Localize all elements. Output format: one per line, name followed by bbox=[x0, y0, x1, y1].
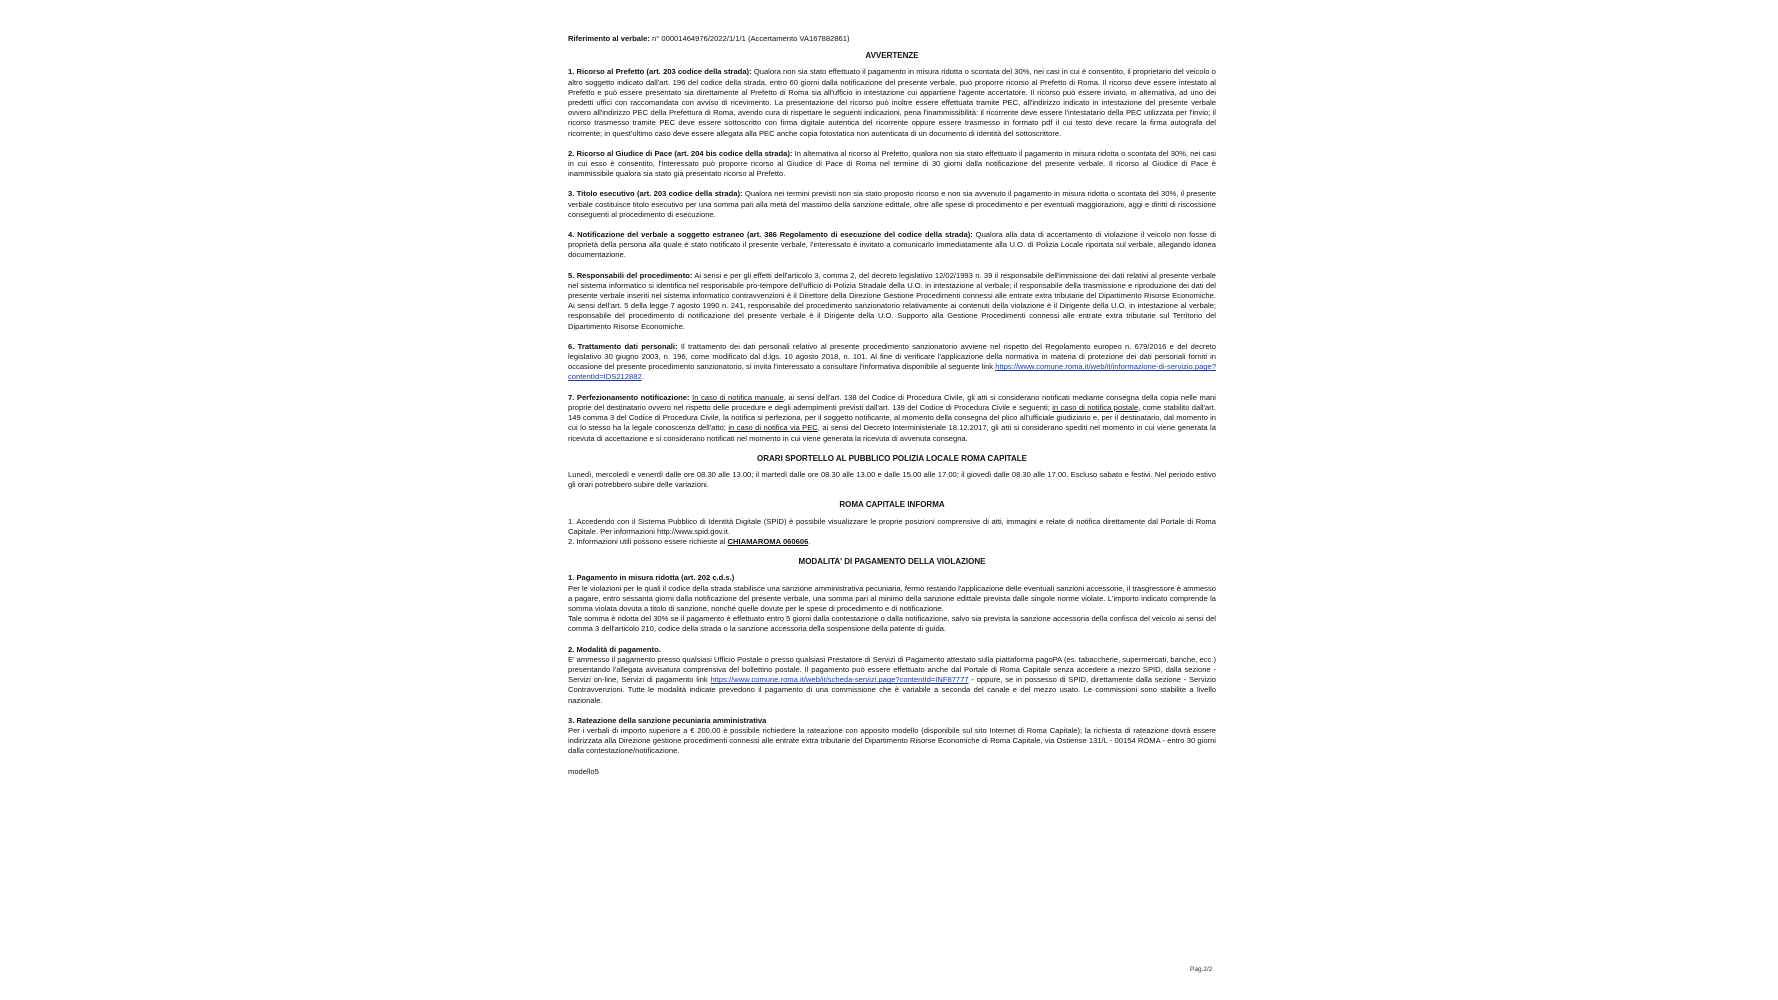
document-page bbox=[568, 34, 1216, 777]
orari-text: Lunedì, mercoledì e venerdì dalle ore 08.30 alle 13.00; il martedì dalle ore 08.30 alle 13.00 e dalle 15.00 alle 17.00; il giovedì dalle 08.30 alle 17.00. Escluso sabato e festivi. Nel periodo estivo gli orari potrebbero subire delle variazioni. bbox=[568, 469, 1216, 490]
notifica-pec-text: in caso di notifica via PEC bbox=[728, 423, 818, 433]
reference-value: n° 00001464976/2022/1/1/1 (Accertamento VA167882861) bbox=[652, 34, 850, 43]
informa-heading: ROMA CAPITALE INFORMA bbox=[839, 500, 945, 510]
avvertenza-6 bbox=[568, 342, 1216, 383]
pagamento-section-1 bbox=[568, 573, 1216, 634]
avvertenza-5-title: 5. Responsabili del procedimento: bbox=[568, 270, 693, 280]
avvertenza-7-title: 7. Perfezionamento notificazione: bbox=[568, 392, 690, 402]
avvertenza-1-text: Qualora non sia stato effettuato il pagamento in misura ridotta o scontata del 30%, nei casi in cui è consentito, il proprietario del veicolo o altro soggetto indicato dall'art. 196 del codice della strada, entro 60 giorni dalla notificazione del presente verbale, può proporre ricorso al Prefetto di Roma. Il ricorso deve essere intestato al Prefetto e può essere presentato sia direttamente al Prefetto di Roma sia all'ufficio in intestazione cui appartiene l'agente accertatore. Il ricorso può essere inviato, in alternativa, ad uno dei predetti uffici con raccomandata con avviso di ricevimento. La presentazione del ricorso può inoltre essere effettuata tramite PEC, all'indirizzo indicato in intestazione del presente verbale ovvero all'indirizzo PEC della Prefettura di Roma, avendo cura di rispettare le seguenti indicazioni, pena l'inammissibilità: il ricorrente deve essere l'intestatario della PEC utilizzata per l'invio; il ricorso trasmesso tramite PEC deve essere sottoscritto con firma digitale autentica del ricorrente oppure essere trasmesso in formato pdf il cui testo deve recare la firma autografa del ricorrente; in quest'ultimo caso deve essere allegata alla PEC anche copia fotostatica non autenticata di un documento di identità del sottoscrittore. bbox=[568, 67, 1216, 138]
avvertenza-3-title: 3. Titolo esecutivo (art. 203 codice della strada): bbox=[568, 189, 743, 199]
pagamento-2-text-1: E' ammesso il pagamento presso qualsiasi Ufficio Postale o presso qualsiasi Prestatore di Servizi di Pagamento attestato sulla piattaforma pagoPA (es. tabaccherie, supermercati, banche, ecc.) presentando l'allegata avvisatura comprensiva del bollettino postale. Il pagamento può essere effettuato anche dal Portale di Roma Capitale senza accedere a mezzo SPID, dalla sezione - Servizi on-line, Servizi di pagamento link bbox=[568, 654, 1216, 685]
reference-label: Riferimento al verbale: bbox=[568, 34, 650, 43]
avvertenza-2-text: In alternativa al ricorso al Prefetto, qualora non sia stato effettuato il pagamento in misura ridotta o scontata del 30%, nei casi in cui esso è consentito, l'interessato può proporre ricorso al Giudice di Pace di Roma nel termine di 30 giorni dalla notificazione del presente verbale. Il ricorso al Giudice di Pace è inammissibile qualora sia stato già presentato ricorso al Prefetto. bbox=[568, 148, 1216, 179]
avvertenza-4 bbox=[568, 230, 1216, 261]
avvertenza-2 bbox=[568, 149, 1216, 180]
avvertenza-6-text: Il trattamento dei dati personali relativo al presente procedimento sanzionatorio avviene nel rispetto del Regolamento europeo n. 679/2016 e del decreto legislativo 30 giugno 2003, n. 196, come modificato dal d.lgs. 10 agosto 2018, n. 101. Al fine di verificare l'applicazione della normativa in materia di protezione dei dati personali forniti in occasione del presente procedimento sanzionatorio, si invita l'interessato a consultare l'informativa disponibile al seguente link bbox=[568, 341, 1216, 372]
notifica-postale-text: in caso di notifica postale bbox=[1052, 402, 1139, 412]
pagamento-heading: MODALITA' DI PAGAMENTO DELLA VIOLAZIONE bbox=[798, 557, 986, 567]
informa-block bbox=[568, 517, 1216, 548]
avvertenza-1 bbox=[568, 67, 1216, 138]
pagamento-1-text-1: Per le violazioni per le quali il codice della strada stabilisce una sanzione amministrativa pecuniaria, fermo restando l'applicazione delle eventuali sanzioni accessorie, il trasgressore è ammesso a pagare, entro sessanta giorni dalla notificazione del presente verbale, una somma pari al minimo della sanzione edittale prevista dalle singole norme violate. L'importo indicato comprende la somma violata dovuta a titolo di sanzione, nonché quelle dovute per le spese di procedimento e di notificazione. bbox=[568, 583, 1216, 613]
avvertenza-5 bbox=[568, 271, 1216, 332]
avvertenza-6-tail: . bbox=[641, 372, 644, 382]
avvertenza-4-title: 4. Notificazione del verbale a soggetto estraneo (art. 386 Regolamento di esecuzione del codice della strada): bbox=[568, 230, 973, 240]
informa-line-2-tail: . bbox=[808, 536, 811, 546]
avvertenza-5-text: Ai sensi e per gli effetti dell'articolo 3, comma 2, del decreto legislativo 12/02/1993 n. 39 il responsabile dell'immissione dei dati relativi al presente verbale nel sistema informatico si identifica nel responsabile pro-tempore dell'ufficio di Polizia Stradale della U.O. in intestazione al verbale; il responsabile della trasmissione e riproduzione dei dati del presente verbale inseriti nel sistema informatico contravvenzioni è il Direttore della Direzione Gestione Procedimenti connessi alle entrate extra tributarie del Dipartimento Risorse Economiche. Ai sensi dell'art. 5 della legge 7 agosto 1990 n. 241, responsabile del procedimento sanzionatorio relativamente ai contenuti della violazione è il Dirigente della U.O. in intestazione al verbale; responsabile del procedimento di notificazione del presente verbale è il Dirigente della U.O. Supporto alla Gestione Procedimenti connessi alle entrate extra tributarie sul Territorio del Dipartimento Risorse Economiche. bbox=[568, 270, 1216, 331]
verbale-reference bbox=[568, 34, 1216, 44]
orari-heading: ORARI SPORTELLO AL PUBBLICO POLIZIA LOCALE ROMA CAPITALE bbox=[757, 453, 1027, 463]
model-code: modello5 bbox=[568, 766, 599, 776]
privacy-info-link[interactable]: https://www.comune.roma.it/web/it/informazione-di-servizio.page?contentId=IDS212882 bbox=[568, 362, 1216, 382]
avvertenza-7-text-1: , ai sensi dell'art. 138 del Codice di Procedura Civile, gli atti si considerano notificati mediante consegna della copia nelle mani proprie del destinatario ovvero nel rispetto delle procedure e degli adempimenti previsti dall'art. 139 del Codice di Procedura Civile e seguenti; bbox=[568, 392, 1216, 412]
avvertenze-heading: AVVERTENZE bbox=[865, 51, 919, 61]
chiamaroma-number: CHIAMAROMA 060606 bbox=[727, 536, 809, 546]
pagamento-3-text: Per i verbali di importo superiore a € 200,00 è possibile richiedere la rateazione con apposito modello (disponibile sul sito Internet di Roma Capitale); la richiesta di rateazione dovrà essere indirizzata alla Direzione gestione procedimenti connessi alle entrate extra tributarie del Dipartimento Risorse Economiche di Roma Capitale, via Ostiense 131/L - 00154 ROMA - entro 30 giorni dalla contestazione/notificazione. bbox=[568, 725, 1216, 756]
pagamento-section-2 bbox=[568, 645, 1216, 706]
avvertenza-3 bbox=[568, 189, 1216, 220]
avvertenza-7 bbox=[568, 393, 1216, 444]
pagamento-2-title: 2. Modalità di pagamento. bbox=[568, 644, 661, 654]
informa-line-2-prefix: 2. Informazioni utili possono essere richieste al bbox=[568, 536, 728, 546]
pagamento-2-text-2: - oppure, se in possesso di SPID, direttamente dalla sezione - Servizio Contravvenzioni. Tutte le modalità indicate prevedono il pagamento di una commissione che è variabile a seconda del canale e del mezzo usato. Le commissioni sono stabilite a livello nazionale. bbox=[568, 675, 1216, 705]
pagamento-1-title: 1. Pagamento in misura ridotta (art. 202 c.d.s.) bbox=[568, 573, 735, 583]
avvertenza-7-text-3: , ai sensi del Decreto Interministeriale 18.12.2017, gli atti si considerano spediti nel momento in cui viene generata la ricevuta di accettazione e si considerano notificati nel momento in cui viene generata la ricevuta di avvenuta consegna. bbox=[568, 423, 1216, 443]
page-number: Pag.2/2 bbox=[1190, 966, 1213, 973]
notifica-manuale-text: In caso di notifica manuale bbox=[692, 392, 784, 402]
avvertenza-7-text-2: , come stabilito dall'art. 149 comma 3 del Codice di Procedura Civile, la notifica si perfeziona, per il soggetto notificante, al momento della consegna del plico all'ufficiale giudiziario e, per il destinatario, dal momento in cui lo stesso ha la legale conoscenza dell'atto; bbox=[568, 402, 1216, 433]
avvertenza-2-title: 2. Ricorso al Giudice di Pace (art. 204 bis codice della strada): bbox=[568, 148, 793, 158]
informa-line-2 bbox=[568, 537, 1216, 547]
avvertenza-1-title: 1. Ricorso al Prefetto (art. 203 codice della strada): bbox=[568, 67, 752, 77]
avvertenza-3-text: Qualora nei termini previsti non sia stato proposto ricorso e non sia avvenuto il pagamento in misura ridotta o scontata del 30%, il presente verbale costituisce titolo esecutivo per una somma pari alla metà del massimo della sanzione edittale, oltre alle spese di procedimento e per eventuali maggiorazioni, aggi e diritti di riscossione conseguenti al procedimento di esecuzione. bbox=[568, 189, 1216, 219]
informa-line-1: 1. Accedendo con il Sistema Pubblico di Identità Digitale (SPID) è possibile visualizzare le proprie posizioni comprensive di atti, immagini e relate di notifica direttamente dal Portale di Roma Capitale. Per informazioni http://www.spid.gov.it. bbox=[568, 516, 1216, 536]
avvertenza-4-text: Qualora alla data di accertamento di violazione il veicolo non fosse di proprietà della persona alla quale è stato notificato il presente verbale, l'interessato è invitato a comunicarlo immediatamente alla U.O. di Polizia Locale riportata sul verbale, allegando idonea documentazione. bbox=[568, 230, 1216, 260]
avvertenza-6-title: 6. Trattamento dati personali: bbox=[568, 341, 678, 351]
pagamento-3-title: 3. Rateazione della sanzione pecuniaria amministrativa bbox=[568, 715, 767, 725]
pagamento-section-3 bbox=[568, 716, 1216, 757]
payment-service-link[interactable]: https://www.comune.roma.it/web/it/scheda-servizi.page?contentId=INF87777 bbox=[710, 675, 969, 685]
pagamento-1-text-2: Tale somma è ridotta del 30% se il pagamento è effettuato entro 5 giorni dalla contestazione o dalla notificazione, salvo sia prevista la sanzione accessoria della confisca del veicolo ai sensi del comma 3 dell'articolo 210, codice della strada o la sanzione accessoria della sospensione della patente di guida. bbox=[568, 614, 1216, 634]
